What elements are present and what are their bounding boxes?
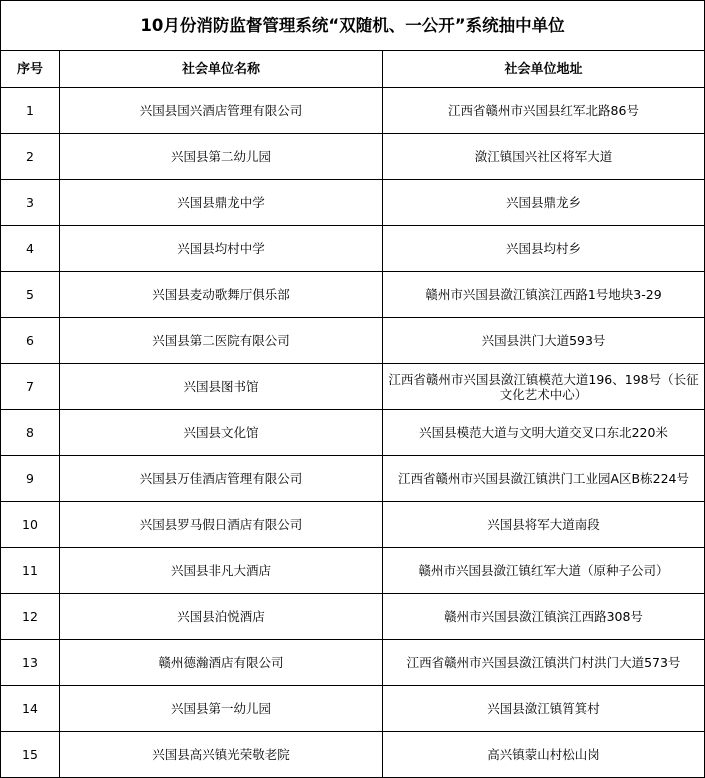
unit-address-cell[interactable]: 兴国县潋江镇筲箕村: [383, 686, 705, 732]
row-index-cell[interactable]: 1: [1, 88, 60, 134]
unit-address-cell[interactable]: 江西省赣州市兴国县潋江镇洪门村洪门大道573号: [383, 640, 705, 686]
unit-address-cell[interactable]: 潋江镇国兴社区将军大道: [383, 134, 705, 180]
row-index-cell[interactable]: 8: [1, 410, 60, 456]
unit-name-cell[interactable]: 兴国县鼎龙中学: [60, 180, 383, 226]
table-row: [1, 686, 705, 732]
unit-name-cell[interactable]: 兴国县麦动歌舞厅俱乐部: [60, 272, 383, 318]
row-index-cell[interactable]: 3: [1, 180, 60, 226]
unit-address-cell[interactable]: 赣州市兴国县潋江镇红军大道（原种子公司）: [383, 548, 705, 594]
unit-address-cell[interactable]: 江西省赣州市兴国县红军北路86号: [383, 88, 705, 134]
unit-name-cell[interactable]: 兴国县万佳酒店管理有限公司: [60, 456, 383, 502]
row-index-cell[interactable]: 11: [1, 548, 60, 594]
table-row: [1, 732, 705, 778]
unit-address-cell[interactable]: 兴国县将军大道南段: [383, 502, 705, 548]
row-index-cell[interactable]: 13: [1, 640, 60, 686]
table-row: [1, 134, 705, 180]
unit-address-cell[interactable]: 江西省赣州市兴国县潋江镇洪门工业园A区B栋224号: [383, 456, 705, 502]
unit-name-cell[interactable]: 赣州德瀚酒店有限公司: [60, 640, 383, 686]
table-row: [1, 502, 705, 548]
table-row: [1, 594, 705, 640]
row-index-cell[interactable]: 14: [1, 686, 60, 732]
unit-address-cell[interactable]: 赣州市兴国县潋江镇滨江西路308号: [383, 594, 705, 640]
table-row: [1, 364, 705, 410]
table-row: [1, 180, 705, 226]
unit-name-cell[interactable]: 兴国县图书馆: [60, 364, 383, 410]
unit-name-cell[interactable]: 兴国县第二医院有限公司: [60, 318, 383, 364]
row-index-cell[interactable]: 9: [1, 456, 60, 502]
table-title[interactable]: 10月份消防监督管理系统“双随机、一公开”系统抽中单位: [1, 1, 705, 51]
row-index-cell[interactable]: 6: [1, 318, 60, 364]
unit-address-cell[interactable]: 兴国县模范大道与文明大道交叉口东北220米: [383, 410, 705, 456]
row-index-cell[interactable]: 2: [1, 134, 60, 180]
table-body: [1, 88, 705, 778]
unit-name-cell[interactable]: 兴国县国兴酒店管理有限公司: [60, 88, 383, 134]
unit-address-cell[interactable]: 赣州市兴国县潋江镇滨江西路1号地块3-29: [383, 272, 705, 318]
row-index-cell[interactable]: 10: [1, 502, 60, 548]
row-index-cell[interactable]: 7: [1, 364, 60, 410]
table-row: [1, 640, 705, 686]
unit-address-cell[interactable]: 兴国县均村乡: [383, 226, 705, 272]
header-index[interactable]: 序号: [1, 51, 60, 88]
row-index-cell[interactable]: 5: [1, 272, 60, 318]
table-row: [1, 456, 705, 502]
unit-address-cell[interactable]: 兴国县洪门大道593号: [383, 318, 705, 364]
unit-name-cell[interactable]: 兴国县第一幼儿园: [60, 686, 383, 732]
unit-name-cell[interactable]: 兴国县第二幼儿园: [60, 134, 383, 180]
unit-address-cell[interactable]: 高兴镇蒙山村松山岗: [383, 732, 705, 778]
row-index-cell[interactable]: 12: [1, 594, 60, 640]
table-row: [1, 272, 705, 318]
table-row: [1, 88, 705, 134]
unit-name-cell[interactable]: 兴国县均村中学: [60, 226, 383, 272]
unit-name-cell[interactable]: 兴国县非凡大酒店: [60, 548, 383, 594]
header-unit-name[interactable]: 社会单位名称: [60, 51, 383, 88]
unit-address-cell[interactable]: 江西省赣州市兴国县潋江镇模范大道196、198号（长征文化艺术中心）: [383, 364, 705, 410]
unit-name-cell[interactable]: 兴国县高兴镇光荣敬老院: [60, 732, 383, 778]
table-row: [1, 226, 705, 272]
unit-name-cell[interactable]: 兴国县泊悦酒店: [60, 594, 383, 640]
unit-name-cell[interactable]: 兴国县罗马假日酒店有限公司: [60, 502, 383, 548]
unit-name-cell[interactable]: 兴国县文化馆: [60, 410, 383, 456]
row-index-cell[interactable]: 4: [1, 226, 60, 272]
table-row: [1, 410, 705, 456]
table-row: [1, 318, 705, 364]
row-index-cell[interactable]: 15: [1, 732, 60, 778]
table-row: [1, 548, 705, 594]
header-unit-address[interactable]: 社会单位地址: [383, 51, 705, 88]
unit-address-cell[interactable]: 兴国县鼎龙乡: [383, 180, 705, 226]
